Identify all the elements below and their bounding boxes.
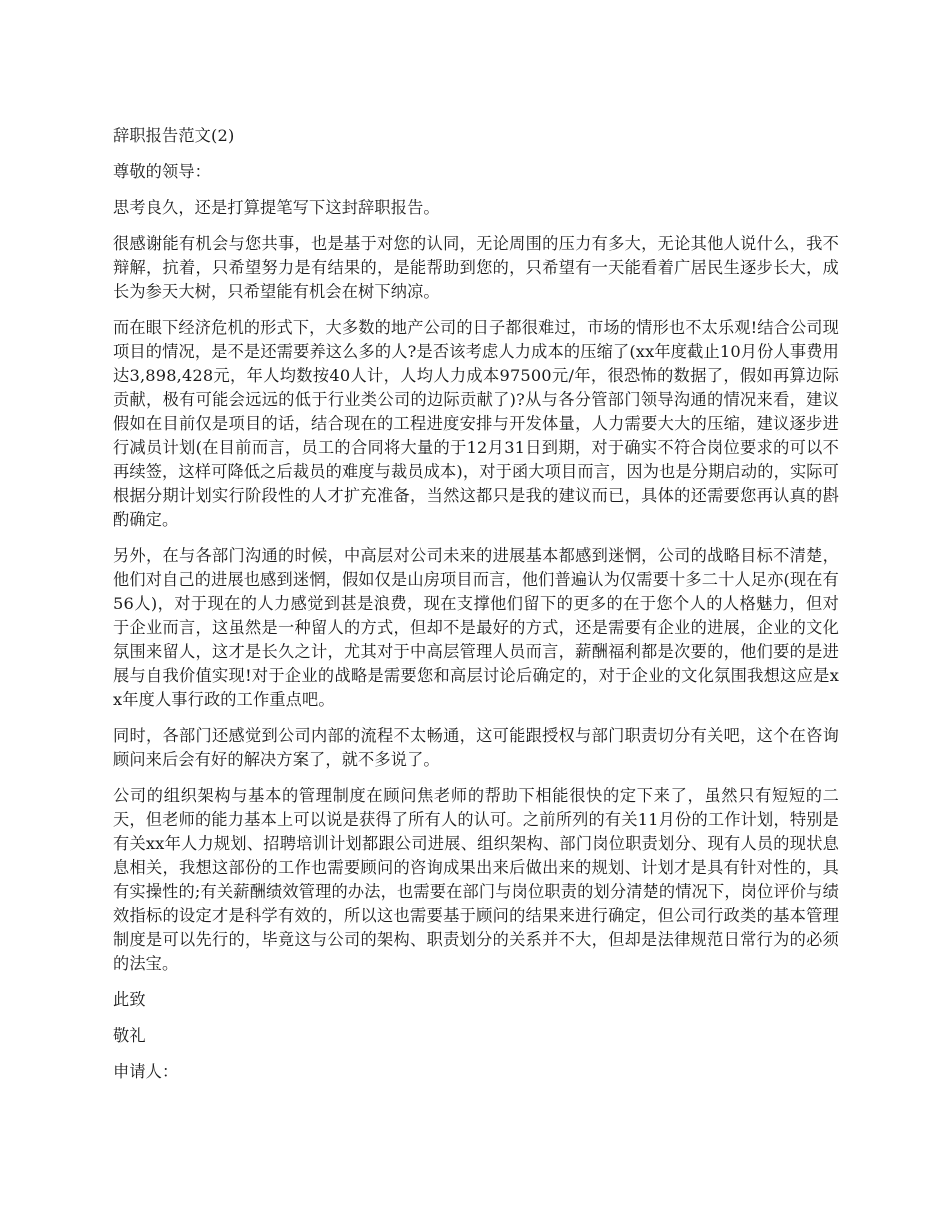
paragraph-organization: 公司的组织架构与基本的管理制度在顾问焦老师的帮助下相能很快的定下来了，虽然只有短短的二天，但老师的能力基本上可以说是获得了所有人的认可。之前所列的有关11月份的工作计划，特别是有关xx年人力规划、招聘培训计划都跟公司进展、组织架构、部门岗位职责划分、现有人员的现状息息相关，我想这部份的工作也需要顾问的咨询成果出来后做出来的规划、计划才是具有针对性的，具有实操性的;有关薪酬绩效管理的办法，也需要在部门与岗位职责的划分清楚的情况下，岗位评价与绩效指标的设定才是科学有效的，所以这也需要基于顾问的结果来进行确定，但公司行政类的基本管理制度是可以先行的，毕竟这与公司的架构、职责划分的关系并不大，但却是法律规范日常行为的必须的法宝。 xyxy=(113,786,839,973)
paragraph-gratitude: 很感谢能有机会与您共事，也是基于对您的认同，无论周围的压力有多大，无论其他人说什么，我不辩解，抗着，只希望努力是有结果的，是能帮助到您的，只希望有一天能看着广居民生逐步长大，成长为参天大树，只希望能有机会在树下纳凉。 xyxy=(113,234,839,301)
paragraph-opening: 思考良久，还是打算提笔写下这封辞职报告。 xyxy=(113,198,440,217)
paragraph-communication: 另外，在与各部门沟通的时候，中高层对公司未来的进展基本都感到迷惘，公司的战略目标不清楚，他们对自己的进展也感到迷惘，假如仅是山房项目而言，他们普遍认为仅需要十多二十人足亦(现在有56人)，对于现在的人力感觉到甚是浪费，现在支撑他们留下的更多的在于您个人的人格魅力，但对于企业而言，这虽然是一种留人的方式，但却不是最好的方式，还是需要有企业的进展，企业的文化氛围来留人，这才是长久之计，尤其对于中高层管理人员而言，薪酬福利都是次要的，他们要的是进展与自我价值实现!对于企业的战略是需要您和高层讨论后确定的，对于企业的文化氛围我想这应是xx年度人事行政的工作重点吧。 xyxy=(113,546,839,709)
paragraph-process: 同时，各部门还感觉到公司内部的流程不太畅通，这可能跟授权与部门职责切分有关吧，这个在咨询顾问来后会有好的解决方案了，就不多说了。 xyxy=(113,726,839,769)
document-page xyxy=(113,124,839,1096)
closing-line-2: 敬礼 xyxy=(113,1026,146,1045)
document-title: 辞职报告范文(2) xyxy=(113,126,235,145)
paragraph-economic-situation: 而在眼下经济危机的形式下，大多数的地产公司的日子都很难过，市场的情形也不太乐观!结合公司现项目的情况，是不是还需要养这么多的人?是否该考虑人力成本的压缩了(xx年度截止10月份人事费用达3,898,428元，年人均数按40人计，人均人力成本97500元/年，很恐怖的数据了，假如再算边际贡献，极有可能会远远的低于行业类公司的边际贡献了)?从与各分管部门领导沟通的情况来看，建议假如在目前仅是项目的话，结合现在的工程进度安排与开发体量，人力需要大大的压缩，建议逐步进行减员计划(在目前而言，员工的合同将大量的于12月31日到期，对于确实不符合岗位要求的可以不再续签，这样可降低之后裁员的难度与裁员成本)，对于函大项目而言，因为也是分期启动的，实际可根据分期计划实行阶段性的人才扩充准备，当然这都只是我的建议而已，具体的还需要您再认真的斟酌确定。 xyxy=(113,318,839,529)
salutation: 尊敬的领导： xyxy=(113,162,212,181)
closing-line-1: 此致 xyxy=(113,990,146,1009)
signature-label: 申请人： xyxy=(113,1062,179,1081)
